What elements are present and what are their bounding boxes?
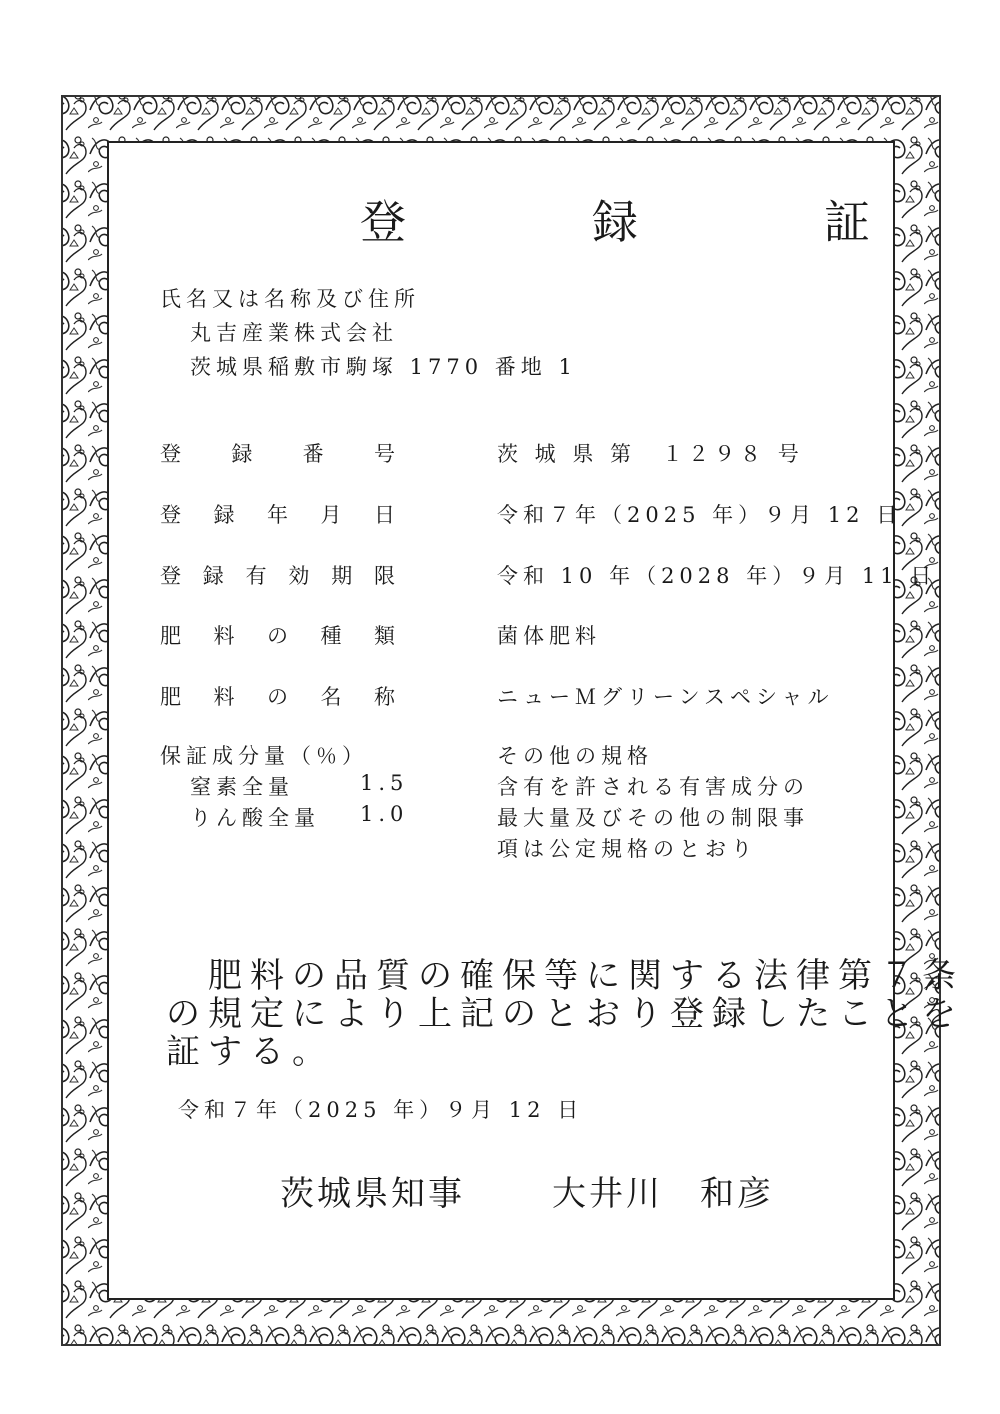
declaration-line: の規定により上記のとおり登録したことを xyxy=(166,994,964,1034)
guarantee-item-value: 1.0 xyxy=(360,802,409,826)
certificate-title: 登 録 証 xyxy=(360,195,940,249)
registration-number-value: 茨 城 県 第 １２９８ 号 xyxy=(497,442,804,466)
other-standards-line: 最大量及びその他の制限事 xyxy=(497,806,809,830)
issue-date: 令和７年（2025 年）９月 12 日 xyxy=(178,1098,584,1122)
fertilizer-type-value: 菌体肥料 xyxy=(497,624,601,648)
fertilizer-name-value: ニューＭグリーンスペシャル xyxy=(497,685,834,709)
guarantee-item-name: りん酸全量 xyxy=(190,806,320,830)
signatory-title: 茨城県知事 xyxy=(280,1174,465,1214)
fertilizer-type-label: 肥 料 の 種 類 xyxy=(160,624,395,648)
validity-period-label: 登 録 有 効 期 限 xyxy=(160,564,395,588)
fertilizer-name-label: 肥 料 の 名 称 xyxy=(160,685,395,709)
guarantee-label: 保証成分量（％） xyxy=(160,744,368,768)
declaration-line: 証する。 xyxy=(166,1032,334,1072)
registration-date-value: 令和７年（2025 年）９月 12 日 xyxy=(497,503,903,527)
company-name: 丸吉産業株式会社 xyxy=(190,321,398,345)
validity-period-value: 令和 10 年（2028 年）９月 11 日 xyxy=(497,564,937,588)
other-standards-label: その他の規格 xyxy=(497,744,653,768)
company-address: 茨城県稲敷市駒塚 1770 番地 1 xyxy=(190,355,577,379)
guarantee-item-name: 窒素全量 xyxy=(190,775,294,799)
other-standards-line: 含有を許される有害成分の xyxy=(497,775,809,799)
registration-number-label: 登 録 番 号 xyxy=(160,442,395,466)
guarantee-item-value: 1.5 xyxy=(360,771,409,795)
holder-label: 氏名又は名称及び住所 xyxy=(160,287,420,311)
registration-date-label: 登 録 年 月 日 xyxy=(160,503,395,527)
other-standards-line: 項は公定規格のとおり xyxy=(497,837,757,861)
signatory-name: 大井川 和彦 xyxy=(552,1174,774,1214)
declaration-line: 肥料の品質の確保等に関する法律第７条 xyxy=(166,956,964,996)
